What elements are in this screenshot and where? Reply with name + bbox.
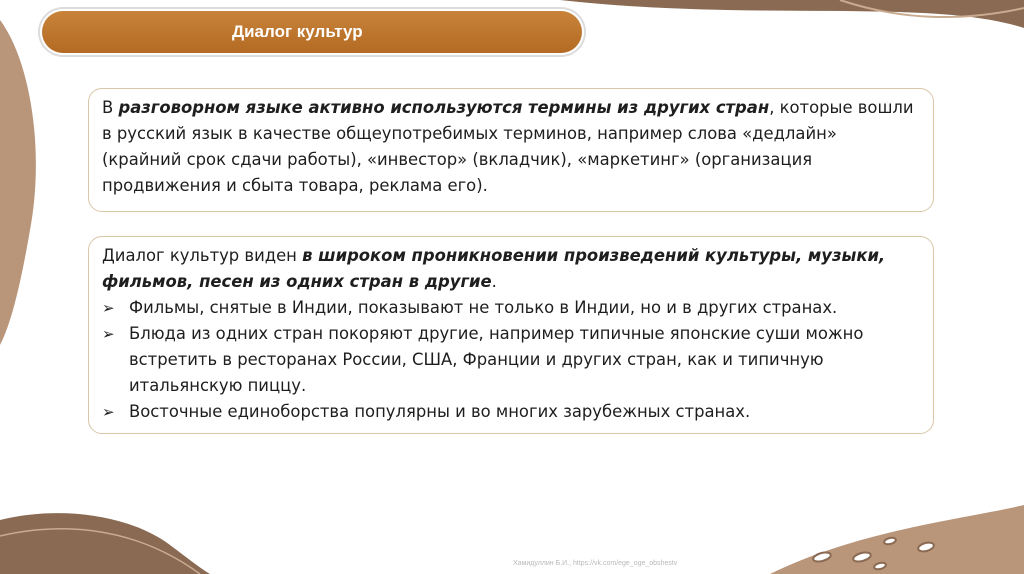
bullet-text: Восточные единоборства популярны и во многих зарубежных странах. (129, 402, 751, 421)
intro-emphasis: в широком проникновении произведений культуры, музыки, фильмов, песен из одних стран в другие (102, 246, 886, 291)
top-wave-band (560, 0, 1024, 28)
arrow-bullet-icon: ➢ (102, 299, 115, 317)
list-item (102, 295, 919, 321)
terms-prefix: В (102, 98, 119, 117)
bullet-list (102, 295, 919, 425)
arrow-bullet-icon: ➢ (102, 403, 115, 421)
list-item (102, 321, 919, 399)
text-box-terms (88, 88, 934, 212)
bottom-right-wave (770, 505, 1024, 574)
intro-plain: Диалог культур виден (102, 246, 303, 265)
bottom-left-wave (0, 513, 210, 574)
list-item (102, 399, 919, 425)
terms-emphasis: разговорном языке активно используются термины из других стран (118, 98, 770, 117)
terms-rest: , которые вошли в русский язык в качестве общеупотребимых терминов, например слова «дедлайн» (крайний срок сдачи работы), «инвестор» (вкладчик), «маркетинг» (организация продвижения и сбыта товара, реклама его). (102, 98, 914, 195)
left-blob (0, 20, 36, 345)
bullet-text: Блюда из одних стран покоряют другие, например типичные японские суши можно встретить в ресторанах России, США, Франции и других стран, как и типичную итальянскую пиццу. (129, 324, 864, 395)
footer-credit: Хамидуллин Б.И., https://vk.com/ege_oge_obshestv (513, 560, 678, 567)
intro-end: . (491, 272, 497, 291)
text-box-culture-dialog (88, 236, 934, 434)
culture-intro (102, 243, 919, 295)
title-bar (42, 11, 582, 53)
slide-title: Диалог культур (232, 22, 363, 41)
arrow-bullet-icon: ➢ (102, 325, 115, 343)
bullet-text: Фильмы, снятые в Индии, показывают не только в Индии, но и в других странах. (129, 298, 838, 317)
terms-paragraph (102, 95, 919, 199)
